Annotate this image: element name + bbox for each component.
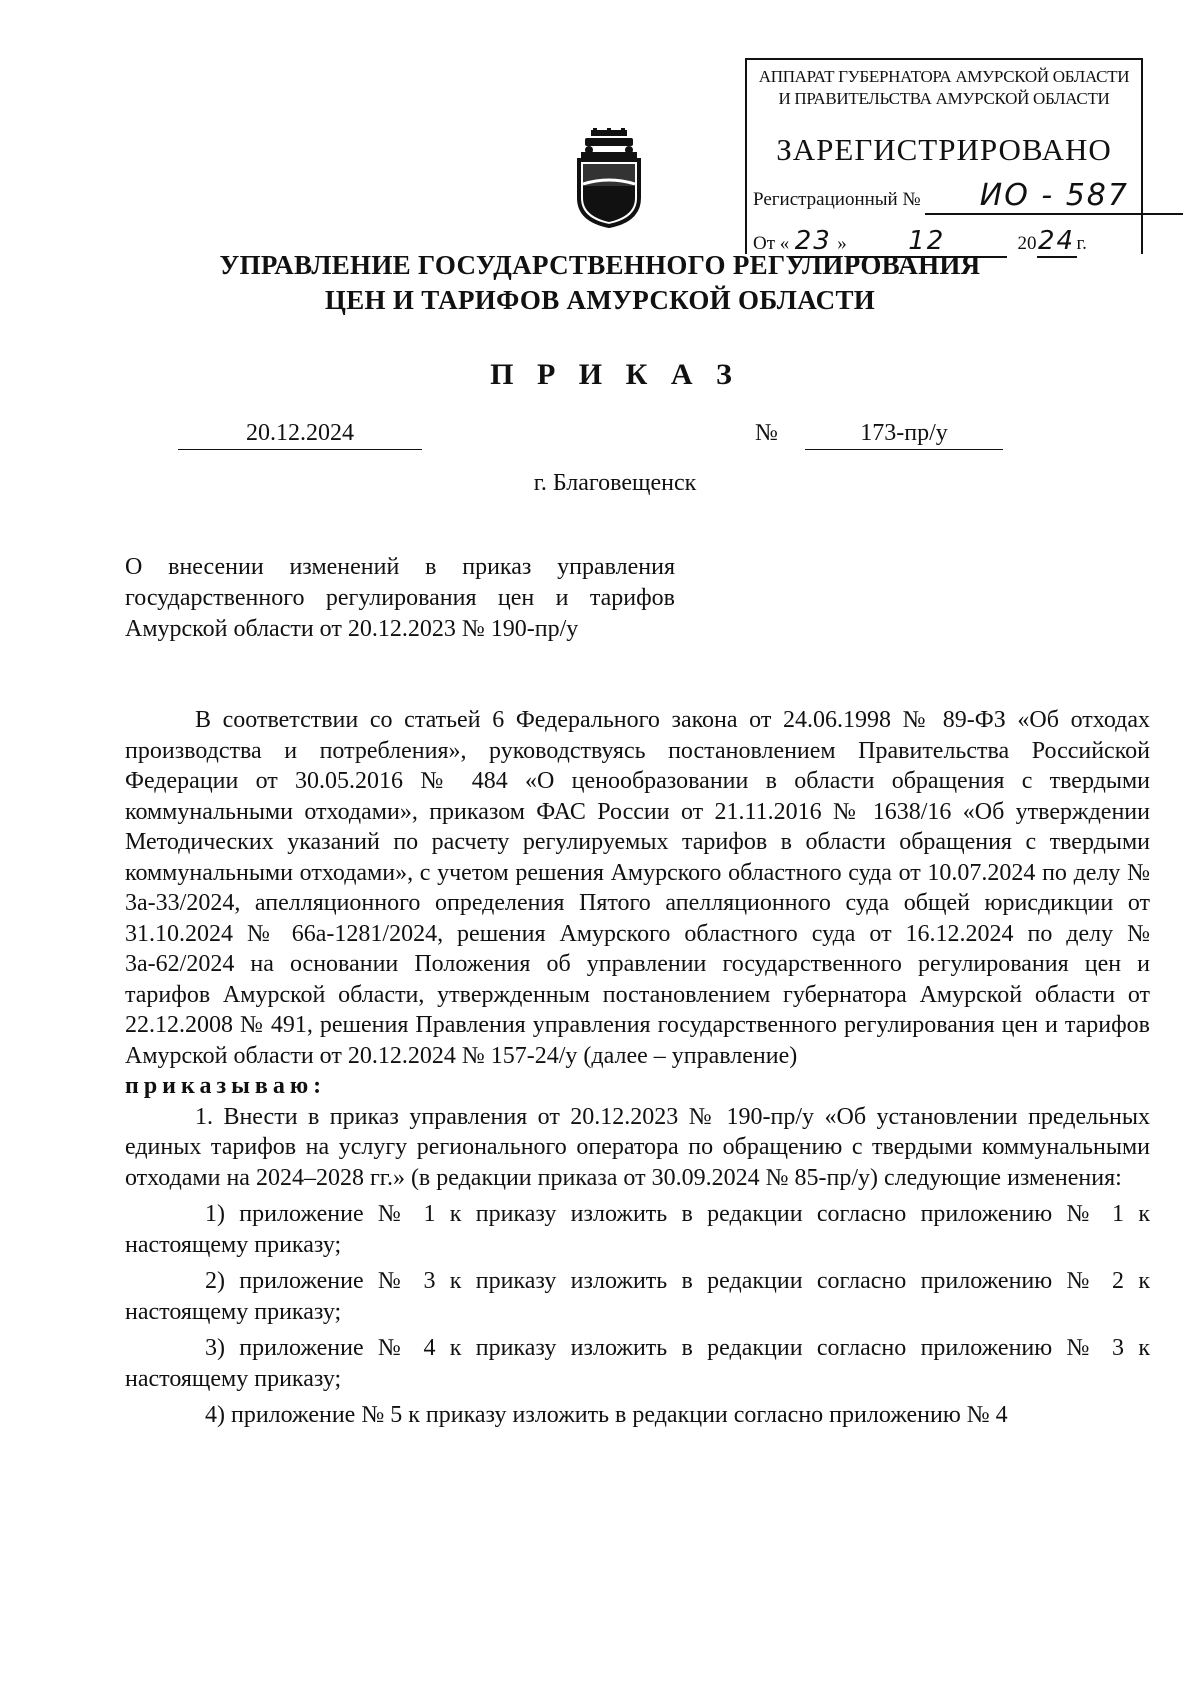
- document-number: 173-пр/у: [805, 420, 1003, 450]
- stamp-org-line2: И ПРАВИТЕЛЬСТВА АМУРСКОЙ ОБЛАСТИ: [778, 89, 1110, 108]
- order-subitem: 4) приложение № 5 к приказу изложить в редакции согласно приложению № 4: [205, 1402, 1008, 1428]
- document-body: [125, 705, 1150, 1431]
- order-subitem: 3) приложение № 4 к приказу изложить в редакции согласно приложению № 3 к настоящему приказу;: [125, 1335, 1150, 1392]
- stamp-organization: [747, 60, 1141, 110]
- document-city: г. Благовещенск: [533, 470, 697, 496]
- registration-stamp: [745, 58, 1143, 254]
- order-subitem: 1) приложение № 1 к приказу изложить в редакции согласно приложению № 1 к настоящему приказу;: [125, 1201, 1150, 1258]
- stamp-reg-number: ИО - 587: [979, 178, 1129, 213]
- authority-name-line2: ЦЕН И ТАРИФОВ АМУРСКОЙ ОБЛАСТИ: [324, 285, 876, 315]
- stamp-date-suffix: г.: [1076, 233, 1087, 254]
- order-word: приказываю:: [125, 1073, 327, 1099]
- stamp-reg-row: [753, 178, 1183, 215]
- number-sign: №: [755, 420, 778, 446]
- stamp-date-year: 24: [1037, 226, 1076, 256]
- document-subject: О внесении изменений в приказ управления государственного регулирования цен и тарифов Амурской области от 20.12.2023 № 190-пр/у: [125, 554, 675, 642]
- stamp-title: ЗАРЕГИСТРИРОВАНО: [776, 132, 1112, 167]
- document-type-title: П Р И К А З: [490, 358, 740, 391]
- authority-name-line1: УПРАВЛЕНИЕ ГОСУДАРСТВЕННОГО РЕГУЛИРОВАНИЯ: [219, 250, 981, 280]
- stamp-reg-label: Регистрационный №: [753, 189, 921, 210]
- stamp-date-prefix: От «: [753, 233, 790, 254]
- stamp-date-mid: »: [837, 233, 847, 254]
- stamp-date-month: 12: [908, 226, 946, 256]
- document-date: 20.12.2024: [178, 420, 422, 450]
- stamp-org-line1: АППАРАТ ГУБЕРНАТОРА АМУРСКОЙ ОБЛАСТИ: [758, 67, 1130, 86]
- stamp-date-year-prefix: 20: [1017, 233, 1037, 254]
- stamp-reg-number-field: [925, 178, 1183, 215]
- order-subitem: 2) приложение № 3 к приказу изложить в редакции согласно приложению № 2 к настоящему приказу;: [125, 1268, 1150, 1325]
- order-item-1: 1. Внести в приказ управления от 20.12.2023 № 190-пр/у «Об установлении предельных единых тарифов на услугу регионального оператора по обращению с твердыми коммунальными отходами на 2024–2028 гг.» (в редакции приказа от 30.09.2024 № 85-пр/у) следующие изменения:: [125, 1103, 1150, 1191]
- preamble-paragraph: В соответствии со статьей 6 Федерального закона от 24.06.1998 № 89-ФЗ «Об отходах производства и потребления», руководствуясь постановлением Правительства Российской Федерации от 30.05.2016 № 484 «О ценообразовании в области обращения с твердыми коммунальными отходами», приказом ФАС России от 21.11.2016 № 1638/16 «Об утверждении Методических указаний по расчету регулируемых тарифов в области обращения с твердыми коммунальными отходами», с учетом решения Амурского областного суда от 10.07.2024 по делу № 3а-33/2024, апелляционного определения Пятого апелляционного суда общей юрисдикции от 31.10.2024 № 66а-1281/2024, решения Амурского областного суда от 16.12.2024 по делу № 3а-62/2024 на основании Положения об управлении государственного регулирования цен и тарифов Амурской области, утвержденным постановлением губернатора Амурской области от 22.12.2008 № 491, решения Правления управления государственного регулирования цен и тарифов Амурской области от 20.12.2024 № 157-24/у (далее – управление): [125, 707, 1150, 1069]
- stamp-date-day: 23: [794, 226, 832, 256]
- coat-of-arms-icon: [573, 128, 645, 228]
